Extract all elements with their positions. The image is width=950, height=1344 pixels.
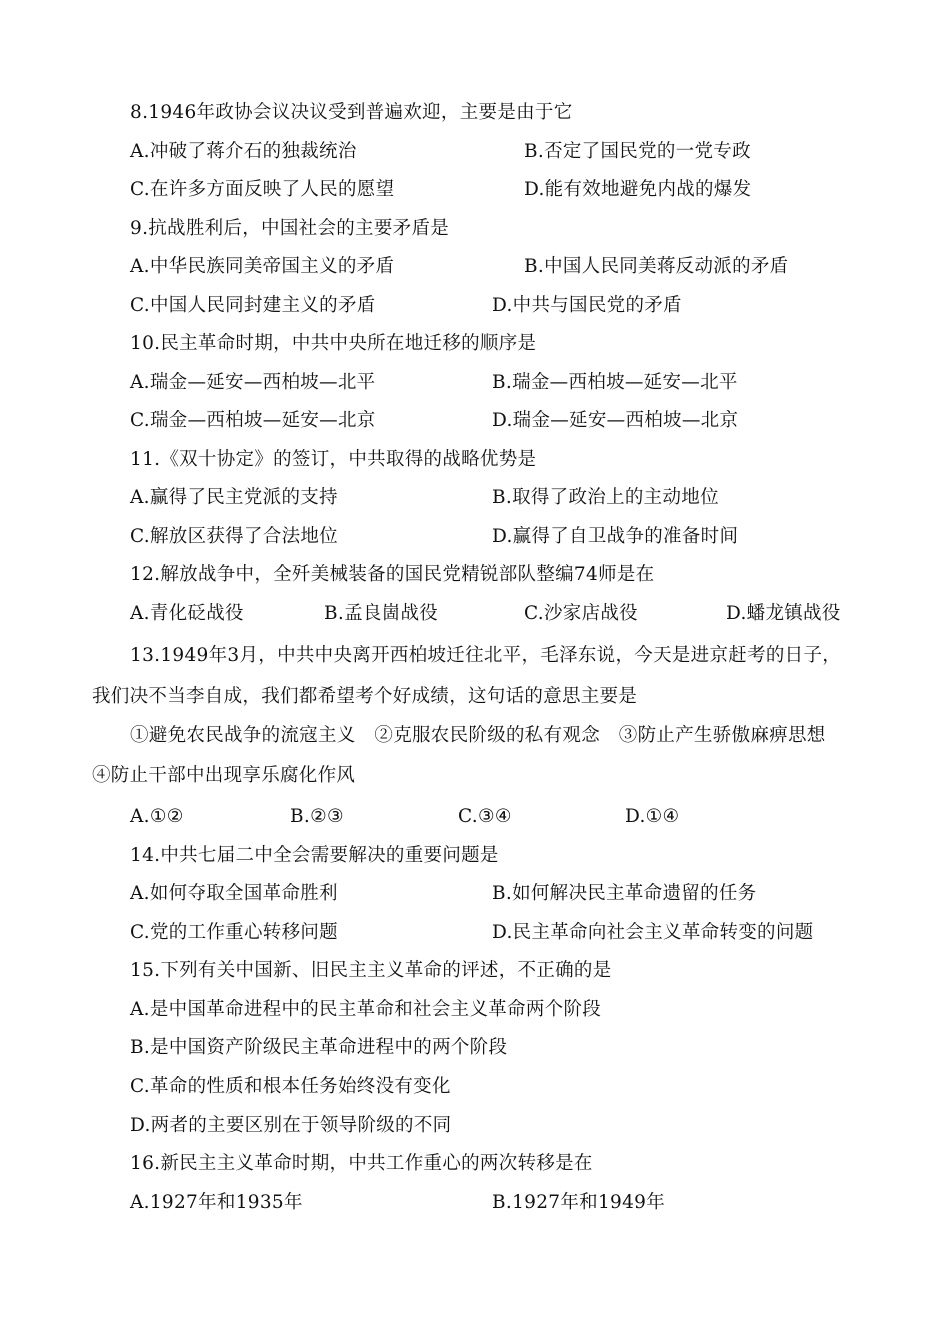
question-13-option-d: D.①④ xyxy=(625,806,680,827)
question-10-option-a: A.瑞金—延安—西柏坡—北平 xyxy=(130,372,376,393)
question-9-option-d: D.中共与国民党的矛盾 xyxy=(492,295,682,316)
question-10-stem: 10.民主革命时期，中共中央所在地迁移的顺序是 xyxy=(130,333,537,354)
question-15-option-c: C.革命的性质和根本任务始终没有变化 xyxy=(130,1076,451,1097)
question-12-option-b: B.孟良崮战役 xyxy=(324,603,439,624)
question-13-stem-continued: 我们决不当李自成，我们都希望考个好成绩，这句话的意思主要是 xyxy=(92,686,638,707)
question-11-option-c: C.解放区获得了合法地位 xyxy=(130,526,338,547)
question-11-option-d: D.赢得了自卫战争的准备时间 xyxy=(492,526,739,547)
question-12-stem: 12.解放战争中，全歼美械装备的国民党精锐部队整编74师是在 xyxy=(130,564,655,585)
question-11-option-b: B.取得了政治上的主动地位 xyxy=(492,487,719,508)
question-13-stem: 13.1949年3月，中共中央离开西柏坡迁往北平，毛泽东说，今天是进京赶考的日子， xyxy=(130,645,842,666)
question-13-items: ①避免农民战争的流寇主义 ②克服农民阶级的私有观念 ③防止产生骄傲麻痹思想 xyxy=(130,725,826,746)
question-16-option-a: A.1927年和1935年 xyxy=(130,1192,303,1213)
question-8-stem: 8.1946年政协会议决议受到普遍欢迎，主要是由于它 xyxy=(130,102,573,123)
question-15-option-d: D.两者的主要区别在于领导阶级的不同 xyxy=(130,1115,452,1136)
question-13-option-c: C.③④ xyxy=(458,806,512,827)
question-13-option-a: A.①② xyxy=(130,806,184,827)
question-11-option-a: A.赢得了民主党派的支持 xyxy=(130,487,338,508)
question-14-option-a: A.如何夺取全国革命胜利 xyxy=(130,883,338,904)
question-9-option-c: C.中国人民同封建主义的矛盾 xyxy=(130,295,376,316)
question-12-option-d: D.蟠龙镇战役 xyxy=(726,603,841,624)
question-8-option-d: D.能有效地避免内战的爆发 xyxy=(524,179,752,200)
question-13-items-continued: ④防止干部中出现享乐腐化作风 xyxy=(92,765,356,786)
question-13-option-b: B.②③ xyxy=(290,806,344,827)
question-15-option-a: A.是中国革命进程中的民主革命和社会主义革命两个阶段 xyxy=(130,999,602,1020)
question-10-option-c: C.瑞金—西柏坡—延安—北京 xyxy=(130,410,376,431)
question-12-option-a: A.青化砭战役 xyxy=(130,603,244,624)
question-16-option-b: B.1927年和1949年 xyxy=(492,1192,666,1213)
question-9-stem: 9.抗战胜利后，中国社会的主要矛盾是 xyxy=(130,218,450,239)
question-9-option-b: B.中国人民同美蒋反动派的矛盾 xyxy=(524,256,789,277)
question-8-option-a: A.冲破了蒋介石的独裁统治 xyxy=(130,141,357,162)
question-10-option-d: D.瑞金—延安—西柏坡—北京 xyxy=(492,410,739,431)
question-14-stem: 14.中共七届二中全会需要解决的重要问题是 xyxy=(130,845,499,866)
question-9-option-a: A.中华民族同美帝国主义的矛盾 xyxy=(130,256,395,277)
question-8-option-b: B.否定了国民党的一党专政 xyxy=(524,141,751,162)
question-14-option-b: B.如何解决民主革命遗留的任务 xyxy=(492,883,757,904)
question-11-stem: 11.《双十协定》的签订，中共取得的战略优势是 xyxy=(130,449,537,470)
question-16-stem: 16.新民主主义革命时期，中共工作重心的两次转移是在 xyxy=(130,1153,593,1174)
question-14-option-d: D.民主革命向社会主义革命转变的问题 xyxy=(492,922,814,943)
question-15-option-b: B.是中国资产阶级民主革命进程中的两个阶段 xyxy=(130,1037,508,1058)
question-12-option-c: C.沙家店战役 xyxy=(524,603,638,624)
question-10-option-b: B.瑞金—西柏坡—延安—北平 xyxy=(492,372,738,393)
question-15-stem: 15.下列有关中国新、旧民主主义革命的评述，不正确的是 xyxy=(130,960,612,981)
question-14-option-c: C.党的工作重心转移问题 xyxy=(130,922,338,943)
question-8-option-c: C.在许多方面反映了人民的愿望 xyxy=(130,179,395,200)
